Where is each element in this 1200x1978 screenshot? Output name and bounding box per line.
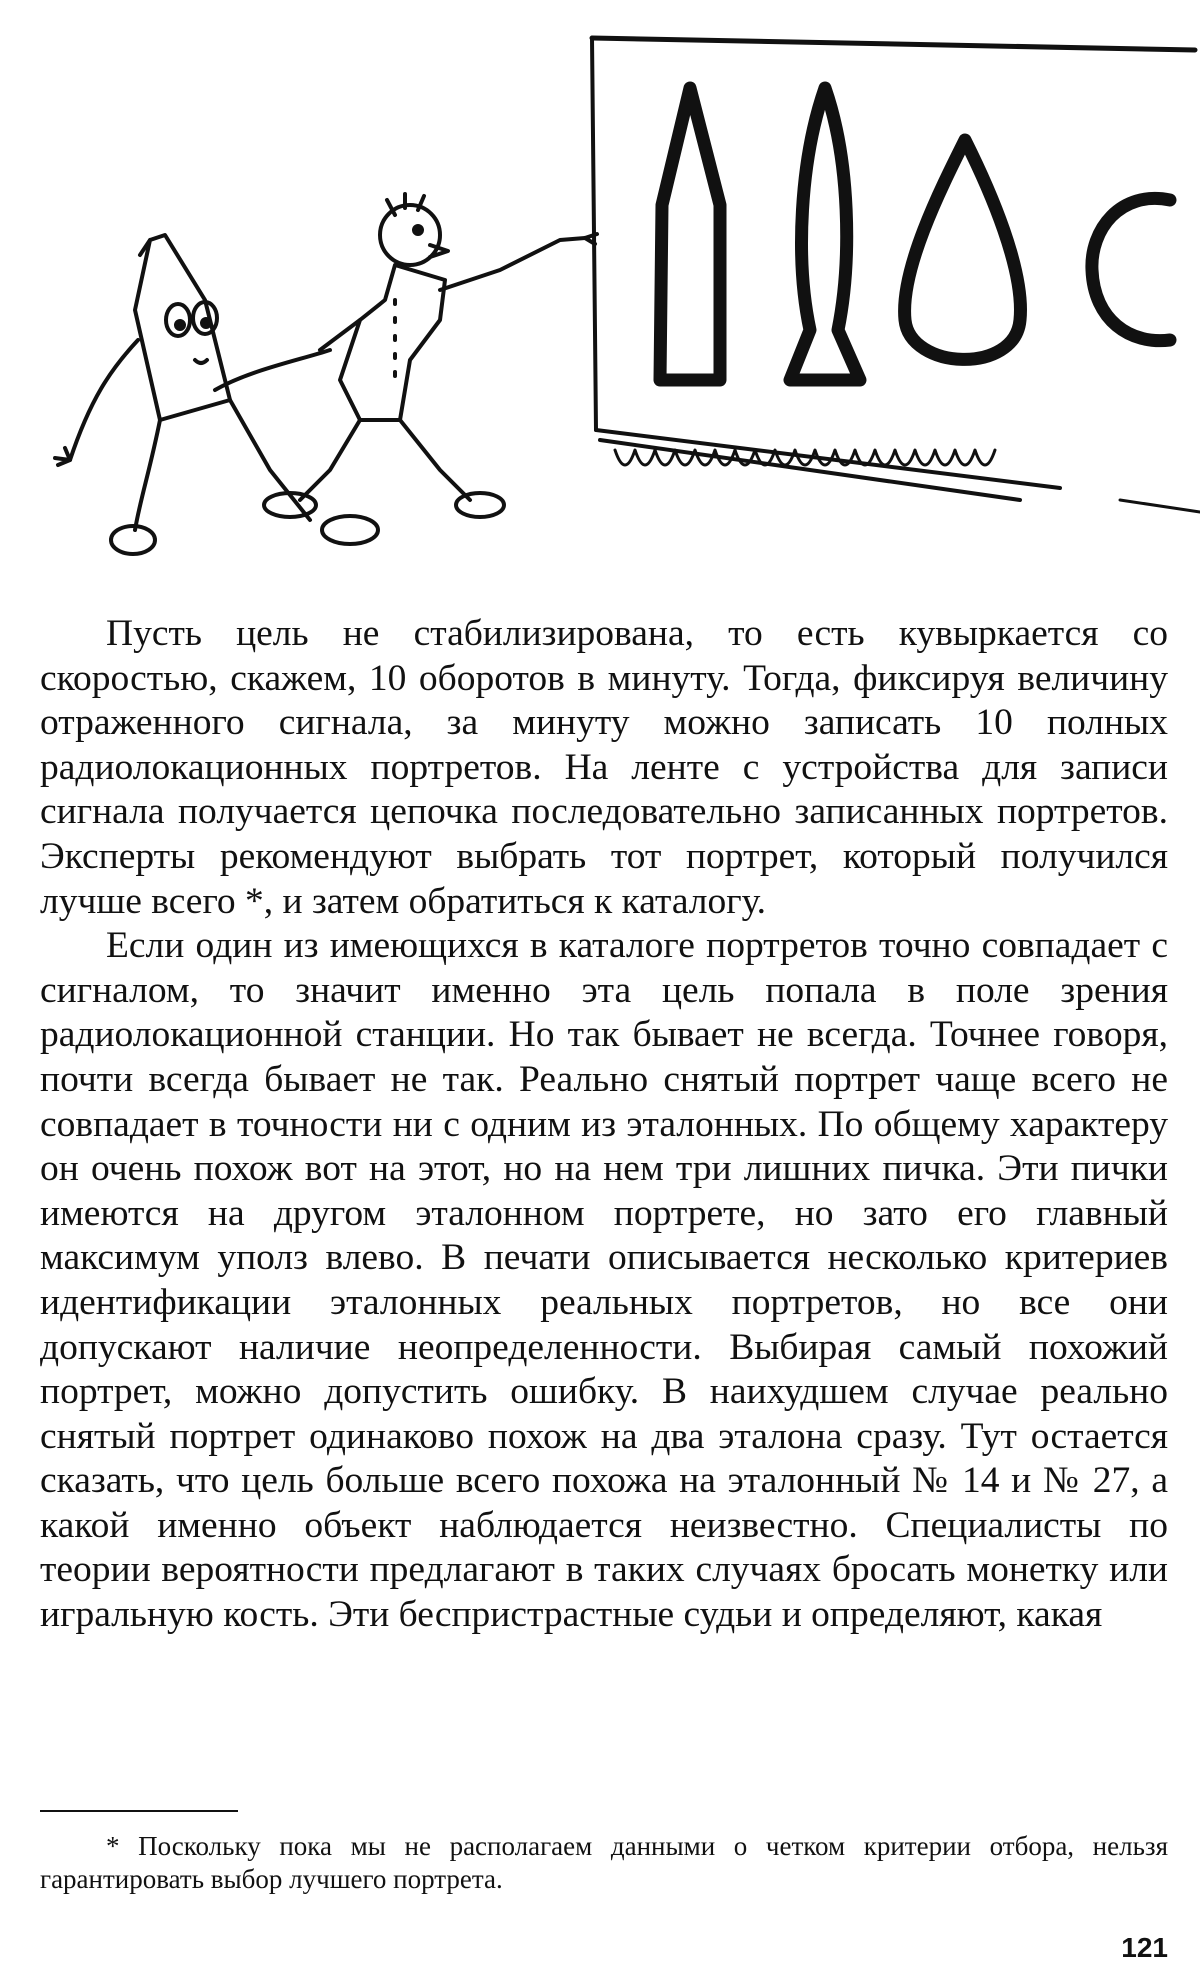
rocket-character [55,235,378,554]
page-number: 121 [1121,1932,1168,1963]
cone-cylinder-shape [660,88,720,380]
teardrop-shape [905,140,1021,359]
body-text [40,612,1168,1638]
cartoon-illustration [0,0,1200,580]
paragraph: Пусть цель не стабилизирована, то есть кувыркается со скоростью, скажем, 10 оборотов в минуту. Тогда, фиксируя величину отраженного сигнала, за минуту можно записать 10 полных радиолокационных портретов. На ленте с устройства для записи сигнала получается цепочка последовательно записанных портретов. Эксперты рекомендуют выбрать тот портрет, который получился лучше всего *, и затем обратиться к каталогу. [40,613,1168,922]
paragraph: Если один из имеющихся в каталоге портретов точно совпадает с сигналом, то значит именно эта цель попала в поле зрения радиолокационной станции. Но так бывает не всегда. Точнее говоря, почти всегда бывает не так. Реально снятый портрет чаще всего не совпадает в точности ни с одним из эталонных. По общему характеру он очень похож вот на этот, но на нем три лишних пичка. Эти пички имеются на другом эталонном портрете, но зато его главный максимум уполз влево. В печати описывается несколько критериев идентификации эталонных реальных портретов, но все они допускают наличие неопределенности. Выбирая самый похожий портрет, можно допустить ошибку. В наихудшем случае реально снятый портрет одинаково похож на два эталона сразу. Тут остается сказать, что цель больше всего похожа на эталонный № 14 и № 27, а какой именно объект наблюдается неизвестно. Специалисты по теории вероятности предлагают в таких случаях бросать монетку или игральную кость. Эти беспристрастные судьи и определяют, какая [40,925,1168,1636]
partial-circle-shape [1092,198,1170,340]
fish-shape [790,88,860,380]
footnote: * Поскольку пока мы не располагаем данными о четком критерии отбора, нельзя гарантировать выбор лучшего портрета. [40,1831,1168,1894]
footnote-divider [40,1810,238,1812]
